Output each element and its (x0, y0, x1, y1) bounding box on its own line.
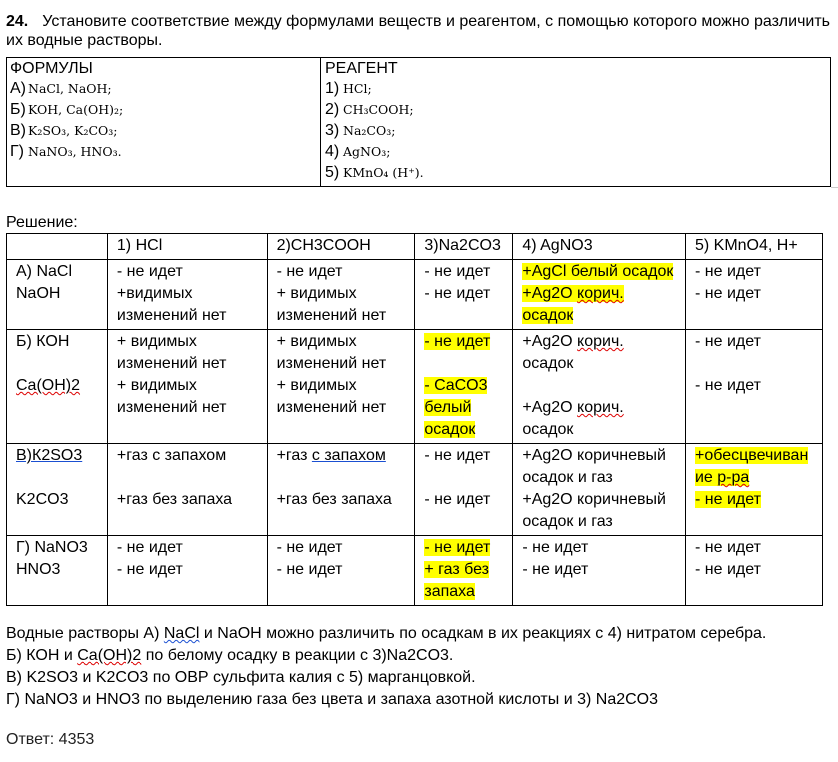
formula-item (10, 141, 320, 162)
header-cell: 1) HCl (107, 234, 267, 260)
header-cell: 2)CH3COOH (267, 234, 415, 260)
reagent-item (325, 162, 830, 183)
formula-label: В) (10, 122, 26, 139)
conclusion-text (6, 623, 766, 711)
conclusion-line: Б) КОН и Ca(OH)2 по белому осадку в реакции с 3)Na2CO3. (6, 647, 454, 664)
highlight: ие р-ра (694, 469, 750, 486)
table-cell: - не идет - не идет (685, 536, 822, 606)
formula-item (10, 78, 320, 99)
table-cell (415, 330, 513, 444)
reagent-label: 3) (325, 122, 340, 139)
table-cell: + видимых изменений нет + видимых изменений нет (267, 330, 415, 444)
table-cell (513, 260, 686, 330)
formula-label: А) (10, 80, 26, 97)
reagent-item (325, 120, 830, 141)
table-cell: +газ с запахом +газ без запаха (267, 444, 415, 536)
table-cell: + видимых изменений нет + видимых изменений нет (107, 330, 267, 444)
formulas-column (7, 58, 321, 186)
table-cell: - не идет - не идет (513, 536, 686, 606)
reagent-formula: AgNO₃; (343, 144, 391, 159)
row-label-cell: Б) КОН Ca(OH)2 (7, 330, 108, 444)
table-cell: - не идет - не идет (267, 536, 415, 606)
highlight: - не идет (424, 539, 491, 556)
table-cell: +Ag2O коричневый осадок и газ +Ag2O коричневый осадок и газ (513, 444, 686, 536)
table-cell: - не идет - не идет (415, 260, 513, 330)
reagent-item (325, 78, 830, 99)
formulas-header: ФОРМУЛЫ (10, 60, 93, 77)
formula-formula: NaCl, NaOH; (28, 81, 112, 96)
highlight: + газ без (424, 561, 489, 578)
question-number: 24. (6, 13, 29, 30)
reagent-label: 1) (325, 80, 340, 97)
reagent-label: 5) (325, 164, 340, 181)
formula-formula: KOH, Ca(OH)₂; (28, 102, 124, 117)
table-cell (415, 536, 513, 606)
reagent-formula: Na₂CO₃; (343, 123, 396, 138)
reagent-label: 2) (325, 101, 340, 118)
row-label-cell: В)К2SO3 K2CO3 (7, 444, 108, 536)
table-cell: - не идет - не идет (685, 260, 822, 330)
formula-item (10, 120, 320, 141)
solution-table (6, 233, 823, 606)
table-row (7, 444, 823, 536)
reagent-formula: HCl; (343, 81, 372, 96)
matching-table (6, 57, 831, 187)
table-cell: +газ с запахом +газ без запаха (107, 444, 267, 536)
question-body: Установите соответствие между формулами веществ и реагентом, с помощью которого можно различить их водные растворы. (6, 13, 831, 49)
question-text (6, 12, 834, 50)
table-row (7, 330, 823, 444)
answer: Ответ: 4353 (6, 731, 95, 748)
reagent-label: 4) (325, 143, 340, 160)
table-cell: - не идет - не идет (107, 536, 267, 606)
highlight: белый (424, 399, 472, 416)
table-row (7, 536, 823, 606)
highlight: - CaCO3 (424, 377, 488, 394)
table-edge-line (831, 187, 838, 188)
solution-label: Решение: (6, 214, 78, 231)
table-cell: - не идет + видимых изменений нет (267, 260, 415, 330)
header-cell: 4) AgNO3 (513, 234, 686, 260)
row-label-cell: А) NaCl NaOH (7, 260, 108, 330)
formula-label: Г) (10, 143, 24, 160)
formula-formula: K₂SO₃, K₂CO₃; (28, 123, 118, 138)
table-cell: - не идет - не идет (685, 330, 822, 444)
header-cell: 3)Na2CO3 (415, 234, 513, 260)
reagent-formula: KMnO₄ (H⁺). (343, 165, 424, 180)
reagents-column (319, 58, 830, 186)
reagents-header: РЕАГЕНТ (325, 60, 398, 77)
highlight: осадок (424, 421, 476, 438)
conclusion-line: В) K2SO3 и K2CO3 по ОВР сульфита калия с 5) марганцовкой. (6, 669, 476, 686)
formula-label: Б) (10, 101, 26, 118)
highlight: +AgCl белый осадок (522, 263, 674, 280)
highlight: запаха (424, 583, 475, 600)
highlight: +Ag2O корич. осадок (522, 285, 624, 324)
highlight: +обесцвечиван (694, 447, 809, 464)
highlight: - не идет (424, 333, 491, 350)
table-cell (685, 444, 822, 536)
conclusion-line: Водные растворы А) NaCl и NaOH можно различить по осадкам в их реакциях с 4) нитратом серебра. (6, 625, 767, 642)
reagent-formula: CH₃COOH; (343, 102, 414, 117)
highlight: - не идет (694, 491, 761, 508)
table-row (7, 260, 823, 330)
row-label-cell: Г) NaNO3 HNO3 (7, 536, 108, 606)
table-cell: +Ag2O корич. осадок +Ag2O корич. осадок (513, 330, 686, 444)
formula-item (10, 99, 320, 120)
reagent-item (325, 99, 830, 120)
table-cell: - не идет +видимых изменений нет (107, 260, 267, 330)
conclusion-line: Г) NaNO3 и HNO3 по выделению газа без цвета и запаха азотной кислоты и 3) Na2CO3 (6, 691, 659, 708)
reagent-item (325, 141, 830, 162)
table-header-row (7, 234, 823, 260)
table-cell: - не идет - не идет (415, 444, 513, 536)
header-cell (7, 234, 108, 260)
header-cell: 5) KMnO4, H+ (685, 234, 822, 260)
formula-formula: NaNO₃, HNO₃. (28, 144, 122, 159)
